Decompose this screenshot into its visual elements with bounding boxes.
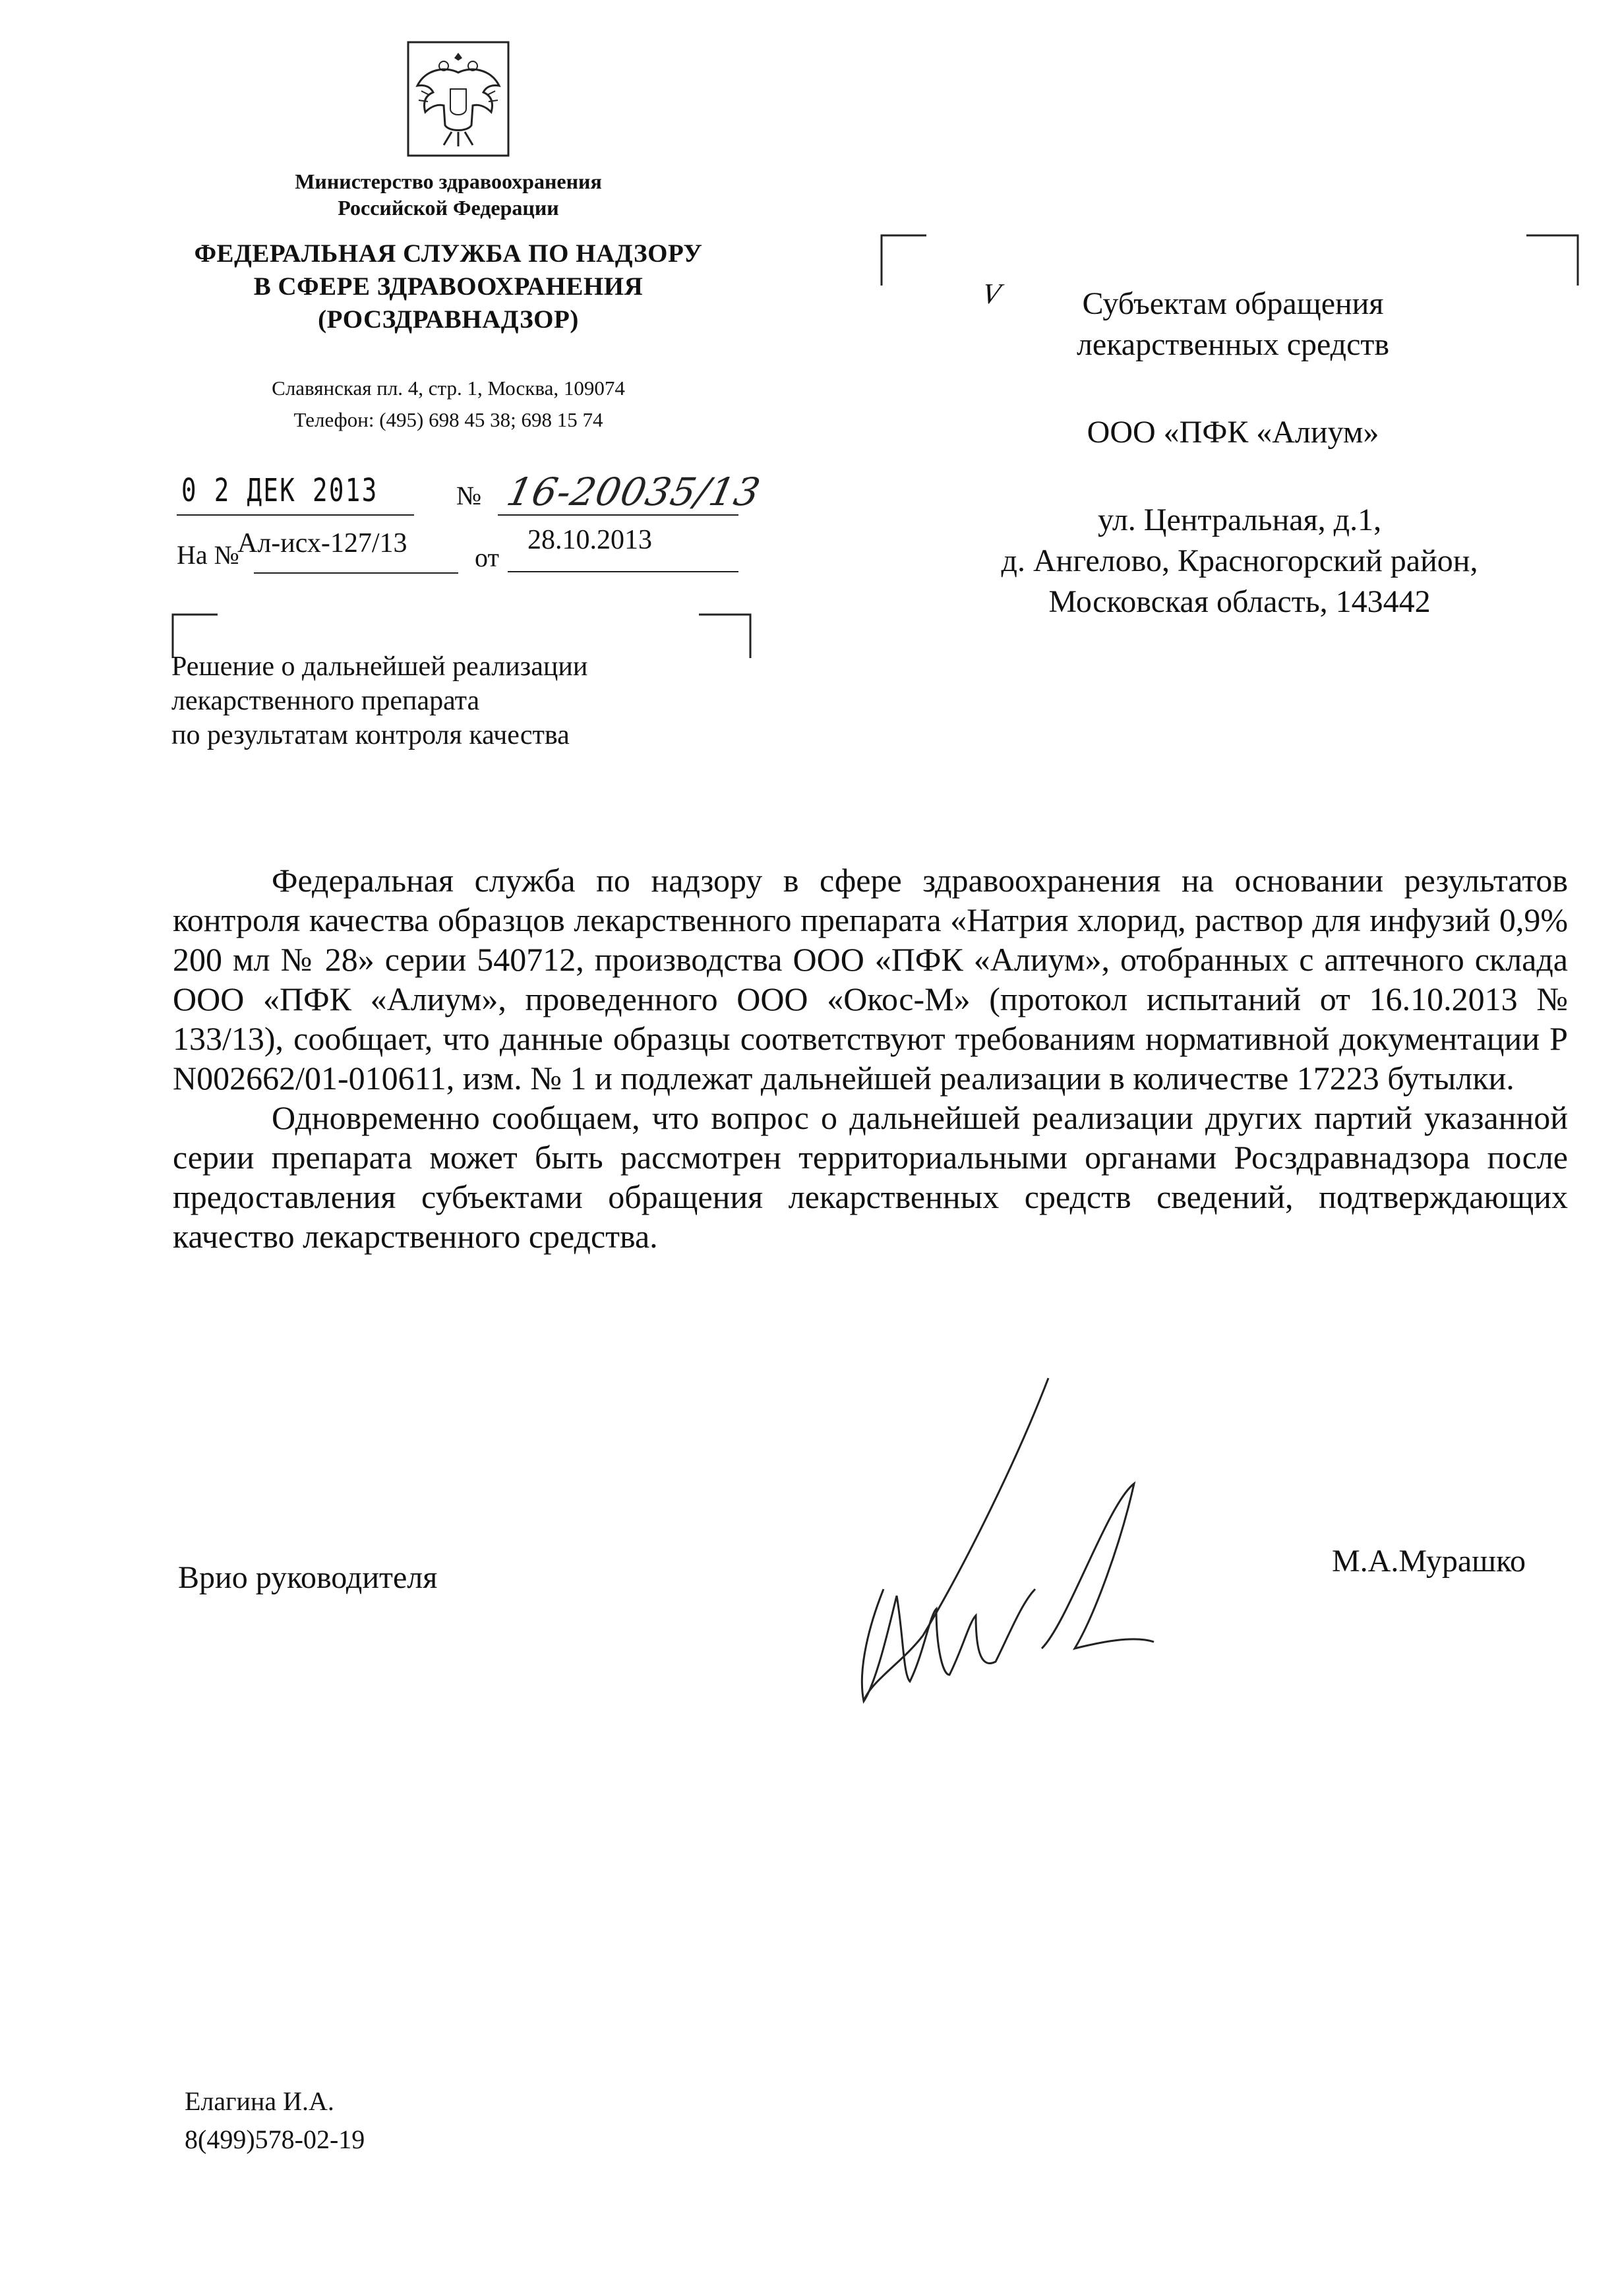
outgoing-number: 16-20035/13 xyxy=(502,469,765,514)
number-underline xyxy=(498,514,738,516)
reply-number-underline xyxy=(254,572,458,574)
sender-address: Славянская пл. 4, стр. 1, Москва, 109074 Телефон: (495) 698 45 38; 698 15 74 xyxy=(272,377,625,431)
reply-label: На № xyxy=(177,540,239,570)
body-paragraph-1: Федеральная служба по надзору в сфере здравоохранения на основании результатов контроля качества образцов лекарственного препарата «Натрия хлорид, раствор для инфузий 0,9% 200 мл № 28» серии 540712, производства ООО «ПФК «Алиум», отобранных с аптечного склада ООО «ПФК «Алиум», проведенного ООО «Окос-М» (протокол испытаний от 16.10.2013 № 133/13), сообщает, что данные образцы соответствуют требованиям нормативной документации Р N002662/01-010611, изм. № 1 и подлежат дальнейшей реализации в количестве 17223 бутылки. xyxy=(173,862,1568,1097)
letter-body xyxy=(173,861,1568,1256)
recipient-block: Субъектам обращения лекарственных средств xyxy=(1076,286,1390,362)
signer-name: М.А.Мурашко xyxy=(1332,1544,1526,1579)
reply-date-underline xyxy=(508,571,738,572)
reply-date-label: от xyxy=(475,543,499,572)
reply-number: Ал-исх-127/13 xyxy=(237,528,407,559)
handwritten-signature xyxy=(844,1372,1160,1714)
letter-subject: Решение о дальнейшей реализации лекарственного препарата по результатам контроля качества xyxy=(171,651,588,750)
state-emblem-icon xyxy=(405,40,511,158)
executor-info xyxy=(185,2082,365,2159)
check-mark: V xyxy=(979,278,1004,310)
recipient-company: ООО «ПФК «Алиум» xyxy=(1087,415,1379,450)
executor-name: Елагина И.А. xyxy=(185,2086,334,2116)
number-label: № xyxy=(456,481,482,510)
executor-phone: 8(499)578-02-19 xyxy=(185,2125,365,2154)
service-name: ФЕДЕРАЛЬНАЯ СЛУЖБА ПО НАДЗОРУ В СФЕРЕ ЗДРАВООХРАНЕНИЯ (РОСЗДРАВНАДЗОР) xyxy=(194,239,703,334)
signer-position: Врио руководителя xyxy=(178,1560,438,1595)
outgoing-date-stamp: 0 2 ДЕК 2013 xyxy=(181,472,378,509)
date-underline xyxy=(177,514,414,516)
reply-date: 28.10.2013 xyxy=(527,525,652,555)
body-paragraph-2: Одновременно сообщаем, что вопрос о дальнейшей реализации других партий указанной серии препарата может быть рассмотрен территориальными органами Росздравнадзора после предоставления субъектами обращения лекарственных средств сведений, подтверждающих качество лекарственного средства. xyxy=(173,1099,1568,1255)
recipient-address: ул. Центральная, д.1, д. Ангелово, Красногорский район, Московская область, 143442 xyxy=(1001,502,1478,619)
ministry-name: Министерство здравоохранения Российской Федерации xyxy=(295,169,602,220)
